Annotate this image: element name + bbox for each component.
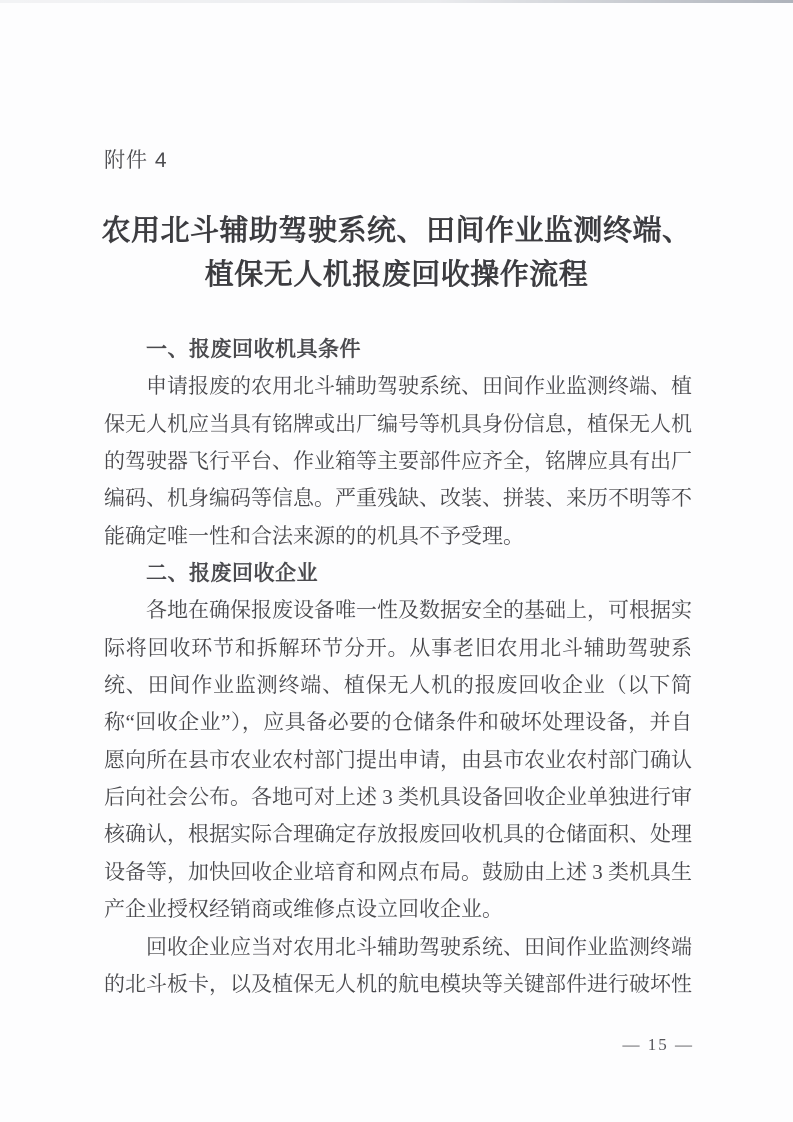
section-2-heading: 二、报废回收企业 — [146, 562, 318, 586]
document-title-line2: 植保无人机报废回收操作流程 — [204, 259, 589, 291]
scan-edge-artifact — [0, 0, 793, 3]
document-title — [0, 209, 793, 297]
section-1-paragraph-1: 申请报废的农用北斗辅助驾驶系统、田间作业监测终端、植保无人机应当具有铭牌或出厂编号等机具身份信息，植保无人机的驾驶器飞行平台、作业箱等主要部件应齐全，铭牌应具有出厂编码、机身编码等信息。严重残缺、改装、拼装、来历不明等不能确定唯一性和合法来源的的机具不予受理。 — [104, 374, 692, 548]
document-title-line1: 农用北斗辅助驾驶系统、田间作业监测终端、 — [101, 215, 692, 247]
document-body — [104, 331, 692, 1003]
page-number: — 15 — — [622, 1035, 694, 1054]
section-1-heading: 一、报废回收机具条件 — [146, 338, 361, 361]
section-2-paragraph-2: 回收企业应当对农用北斗辅助驾驶系统、田间作业监测终端的北斗板卡，以及植保无人机的航电模块等关键部件进行破坏性 — [104, 934, 692, 996]
attachment-label: 附件 4 — [104, 149, 168, 172]
section-2-paragraph-1: 各地在确保报废设备唯一性及数据安全的基础上，可根据实际将回收环节和拆解环节分开。从事老旧农用北斗辅助驾驶系统、田间作业监测终端、植保无人机的报废回收企业（以下简称“回收企业”），应具备必要的仓储条件和破坏处理设备，并自愿向所在县市农业农村部门提出申请，由县市农业农村部门确认后向社会公布。各地可对上述 3 类机具设备回收企业单独进行审核确认，根据实际合理确定存放报废回收机具的仓储面积、处理设备等，加快回收企业培育和网点布局。鼓励由上述 3 类机具生产企业授权经销商或维修点设立回收企业。 — [104, 598, 692, 922]
